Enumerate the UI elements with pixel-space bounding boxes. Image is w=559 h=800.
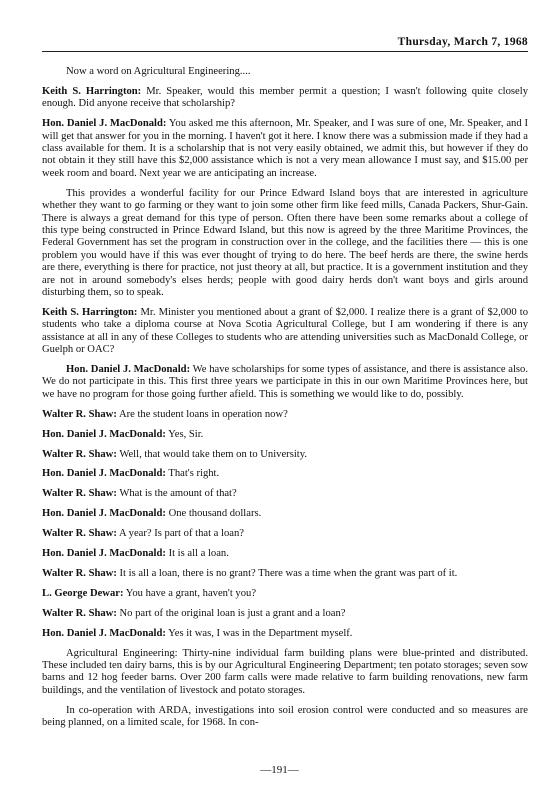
paragraph-text: Now a word on Agricultural Engineering.... xyxy=(66,66,251,77)
paragraph-text: One thousand dollars. xyxy=(168,508,262,520)
paragraph-text: You asked me this afternoon, Mr. Speaker, and I was sure of one, Mr. Speaker, and I will get that answer for you in the morning. I haven't got it here. I know there was a submission made if they had a class available for them. It is a scholarship that is not very easily obtained, we admit this, but however if they do not obtain it they still have this $2,000 assistance which is not a very mean allowance I must say, and $15.00 per week room and board. Next year we are anticipating an increase. xyxy=(42,118,528,179)
speaker-name: Keith S. Harrington: xyxy=(42,85,142,97)
speaker-name: Hon. Daniel J. MacDonald: xyxy=(42,627,166,639)
speech-paragraph xyxy=(42,588,528,600)
paragraph-text: This provides a wonderful facility for our Prince Edward Island boys that are interested in agriculture whether they want to go farming or they want to join some other firm like feed mills, Canada Packers, Shur-Gain. There is always a great demand for this type of person. Often there have been some remarks about a college of this type being constructed in Prince Edward Island, but this now is agreed by the three Maritime Provinces, the Federal Government has set the program in construction over in the college, and the facilities there — this is one problem you would have if this was ever thought of trying to do here. The beef herds are there, the swine herds are there, everything is there for practice, not just theory at all, but practice. It is a government institution and they are not in around somebody's elses herds; people with good dairy herds don't want boys and girls around disturbing them, so to speak. xyxy=(42,187,528,298)
speech-paragraph xyxy=(42,488,528,500)
speaker-name: Walter R. Shaw: xyxy=(42,528,117,540)
speaker-name: L. George Dewar: xyxy=(42,587,124,599)
paragraph-text: Well, that would take them on to University. xyxy=(119,448,307,460)
text-paragraph xyxy=(42,648,528,698)
paragraph-text: Yes it was, I was in the Department myself. xyxy=(168,627,353,639)
page-body xyxy=(42,66,528,730)
paragraph-text: We have scholarships for some types of assistance, and there is assistance also. We do not participate in this. This first three years we participate in this in our own Maritime Provinces here, but we have no program for those going further afield. This is something we would like to do, possibly. xyxy=(42,364,528,400)
paragraph-text: What is the amount of that? xyxy=(119,488,237,500)
speech-paragraph xyxy=(42,528,528,540)
page-number: —191— xyxy=(260,764,299,776)
paragraph-text: In co-operation with ARDA, investigations into soil erosion control were conducted and so measures are being planned, on a limited scale, for 1968. In con- xyxy=(42,704,528,729)
speaker-name: Hon. Daniel J. MacDonald: xyxy=(42,548,166,560)
speaker-name: Hon. Daniel J. MacDonald: xyxy=(42,118,167,130)
text-paragraph xyxy=(42,188,528,300)
paragraph-text: No part of the original loan is just a grant and a loan? xyxy=(119,607,346,619)
speaker-name: Walter R. Shaw: xyxy=(42,568,117,579)
speaker-name: Walter R. Shaw: xyxy=(42,448,117,460)
speech-paragraph xyxy=(42,548,528,560)
speech-paragraph xyxy=(42,118,528,180)
speaker-name: Hon. Daniel J. MacDonald: xyxy=(42,468,166,480)
speaker-name: Walter R. Shaw: xyxy=(42,488,117,500)
speech-paragraph xyxy=(42,429,528,441)
document-page xyxy=(42,36,528,737)
header-date: Thursday, March 7, 1968 xyxy=(397,36,528,48)
paragraph-text: You have a grant, haven't you? xyxy=(125,587,257,599)
speaker-name: Hon. Daniel J. MacDonald: xyxy=(42,428,166,440)
speaker-name: Keith S. Harrington: xyxy=(42,306,138,318)
paragraph-text: That's right. xyxy=(168,468,220,480)
paragraph-text: Mr. Speaker, would this member permit a question; I wasn't following quite closely enough. Did anyone receive that scholarship? xyxy=(42,85,528,110)
paragraph-text: Agricultural Engineering: Thirty-nine individual farm building plans were blue-printed and distributed. These included ten dairy barns, this is by our Agricultural Engineering Department; ten potato storages; seven sow barns and 12 hog feeder barns. Over 200 farm calls were made relative to farm building renovations, new farm buildings, and the ventilation of livestock and potato storages. xyxy=(42,647,528,696)
speech-paragraph xyxy=(42,568,528,580)
speech-paragraph xyxy=(42,468,528,480)
paragraph-text: It is all a loan. xyxy=(168,548,229,560)
paragraph-text: It is all a loan, there is no grant? There was a time when the grant was part of it. xyxy=(119,568,458,579)
speaker-name: Hon. Daniel J. MacDonald: xyxy=(66,364,191,376)
page-header xyxy=(42,36,528,52)
speech-paragraph xyxy=(42,508,528,520)
speech-paragraph xyxy=(42,608,528,620)
text-paragraph xyxy=(42,705,528,730)
paragraph-text: A year? Is part of that a loan? xyxy=(118,528,244,540)
text-paragraph xyxy=(42,66,528,78)
paragraph-text: Are the student loans in operation now? xyxy=(118,408,288,420)
speech-paragraph xyxy=(42,449,528,461)
speech-paragraph xyxy=(42,409,528,421)
speaker-name: Walter R. Shaw: xyxy=(42,408,117,420)
speech-paragraph xyxy=(42,628,528,640)
speaker-name: Hon. Daniel J. MacDonald: xyxy=(42,508,166,520)
paragraph-text: Yes, Sir. xyxy=(168,428,204,440)
speech-paragraph xyxy=(42,307,528,357)
speech-paragraph xyxy=(42,364,528,401)
speech-paragraph xyxy=(42,86,528,111)
speaker-name: Walter R. Shaw: xyxy=(42,607,117,619)
paragraph-text: Mr. Minister you mentioned about a grant of $2,000. I realize there is a grant of $2,000 to students who take a diploma course at Nova Scotia Agricultural College, but I am wondering if there is any assistance at all in any of these Colleges to students who are attending universities such as MacDonald College, or Guelph or OAC? xyxy=(42,306,528,356)
